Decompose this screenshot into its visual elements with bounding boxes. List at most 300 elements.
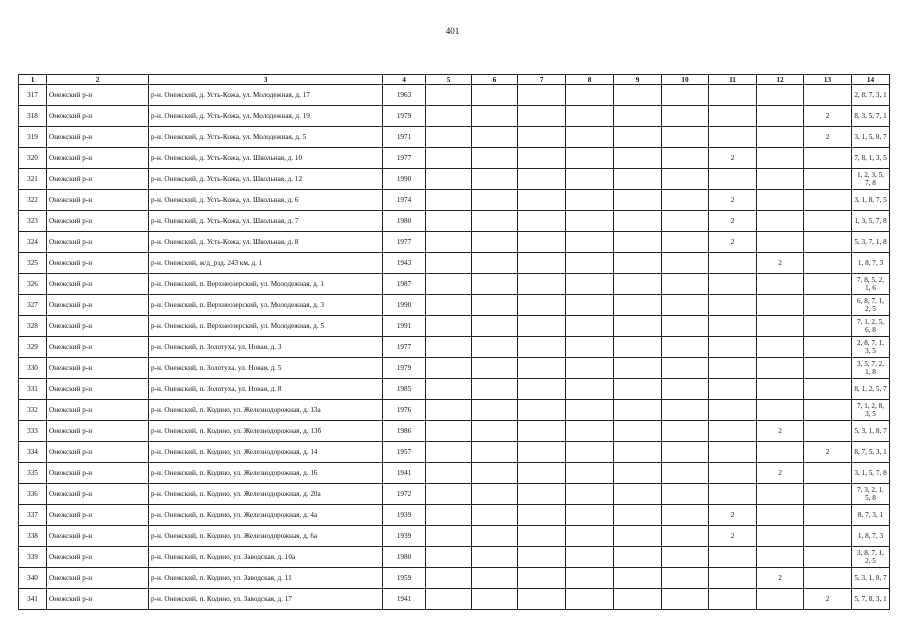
- col9-cell: [614, 148, 662, 169]
- col12-cell: [757, 358, 804, 379]
- col10-cell: [662, 442, 709, 463]
- table-row: [19, 295, 890, 316]
- address-cell: р-н. Онежский, п. Кодино, ул. Железнодорожная, д. 6а: [149, 526, 383, 547]
- col10-cell: [662, 568, 709, 589]
- col11-cell: [709, 442, 757, 463]
- table-row: [19, 127, 890, 148]
- col6-cell: [472, 85, 518, 106]
- row-number-cell: 338: [19, 526, 47, 547]
- codes-cell: 2, 8, 7, 1, 3, 5: [852, 337, 890, 358]
- codes-cell: 3, 1, 8, 7, 5: [852, 190, 890, 211]
- col8-cell: [566, 85, 614, 106]
- table-row: [19, 358, 890, 379]
- column-header: 11: [709, 75, 757, 85]
- row-number-cell: 333: [19, 421, 47, 442]
- col13-cell: [804, 148, 852, 169]
- codes-cell: 5, 7, 8, 3, 1: [852, 589, 890, 610]
- col10-cell: [662, 421, 709, 442]
- table-row: [19, 169, 890, 190]
- row-number-cell: 334: [19, 442, 47, 463]
- col9-cell: [614, 253, 662, 274]
- col9-cell: [614, 211, 662, 232]
- col6-cell: [472, 274, 518, 295]
- col12-cell: 2: [757, 463, 804, 484]
- col5-cell: [426, 484, 472, 505]
- column-header: 4: [383, 75, 426, 85]
- col10-cell: [662, 337, 709, 358]
- col10-cell: [662, 547, 709, 568]
- year-cell: 1957: [383, 442, 426, 463]
- col9-cell: [614, 442, 662, 463]
- district-cell: Онежский р-н: [47, 484, 149, 505]
- year-cell: 1991: [383, 316, 426, 337]
- col6-cell: [472, 589, 518, 610]
- col6-cell: [472, 421, 518, 442]
- codes-cell: 3, 8, 7, 1, 2, 5: [852, 547, 890, 568]
- row-number-cell: 320: [19, 148, 47, 169]
- col6-cell: [472, 316, 518, 337]
- col5-cell: [426, 547, 472, 568]
- district-cell: Онежский р-н: [47, 316, 149, 337]
- row-number-cell: 322: [19, 190, 47, 211]
- year-cell: 1990: [383, 295, 426, 316]
- col9-cell: [614, 190, 662, 211]
- col8-cell: [566, 190, 614, 211]
- address-cell: р-н. Онежский, п. Верхнеозерский, ул. Молодежная, д. 1: [149, 274, 383, 295]
- table-row: [19, 316, 890, 337]
- year-cell: 1986: [383, 421, 426, 442]
- col9-cell: [614, 547, 662, 568]
- year-cell: 1976: [383, 400, 426, 421]
- col8-cell: [566, 505, 614, 526]
- year-cell: 1979: [383, 106, 426, 127]
- col12-cell: [757, 547, 804, 568]
- col13-cell: [804, 253, 852, 274]
- col13-cell: [804, 274, 852, 295]
- address-cell: р-н. Онежский, д. Усть-Кожа, ул. Школьная, д. 6: [149, 190, 383, 211]
- district-cell: Онежский р-н: [47, 547, 149, 568]
- col11-cell: [709, 169, 757, 190]
- table-row: [19, 148, 890, 169]
- codes-cell: 7, 8, 5, 2, 1, 6: [852, 274, 890, 295]
- year-cell: 1977: [383, 148, 426, 169]
- col12-cell: [757, 211, 804, 232]
- table-row: [19, 505, 890, 526]
- address-cell: р-н. Онежский, д. Усть-Кожа, ул. Молодежная, д. 5: [149, 127, 383, 148]
- col12-cell: [757, 484, 804, 505]
- col10-cell: [662, 589, 709, 610]
- col12-cell: [757, 337, 804, 358]
- col11-cell: 2: [709, 505, 757, 526]
- col11-cell: [709, 358, 757, 379]
- row-number-cell: 323: [19, 211, 47, 232]
- year-cell: 1977: [383, 232, 426, 253]
- col6-cell: [472, 505, 518, 526]
- address-cell: р-н. Онежский, п. Золотуха, ул. Новая, д. 8: [149, 379, 383, 400]
- col9-cell: [614, 568, 662, 589]
- col12-cell: [757, 589, 804, 610]
- district-cell: Онежский р-н: [47, 253, 149, 274]
- row-number-cell: 340: [19, 568, 47, 589]
- address-cell: р-н. Онежский, д. Усть-Кожа, ул. Молодежная, д. 17: [149, 85, 383, 106]
- col7-cell: [518, 547, 566, 568]
- address-cell: р-н. Онежский, п. Верхнеозерский, ул. Молодежная, д. 5: [149, 316, 383, 337]
- address-cell: р-н. Онежский, ж/д_рзд. 243 км, д. 1: [149, 253, 383, 274]
- col5-cell: [426, 463, 472, 484]
- table-row: [19, 463, 890, 484]
- col10-cell: [662, 253, 709, 274]
- col13-cell: [804, 463, 852, 484]
- codes-cell: 2, 8, 7, 3, 1: [852, 85, 890, 106]
- col6-cell: [472, 379, 518, 400]
- address-cell: р-н. Онежский, д. Усть-Кожа, ул. Школьная, д. 10: [149, 148, 383, 169]
- col5-cell: [426, 316, 472, 337]
- table-row: [19, 337, 890, 358]
- district-cell: Онежский р-н: [47, 442, 149, 463]
- col6-cell: [472, 211, 518, 232]
- col8-cell: [566, 421, 614, 442]
- col13-cell: 2: [804, 589, 852, 610]
- col5-cell: [426, 232, 472, 253]
- col7-cell: [518, 379, 566, 400]
- codes-cell: 3, 5, 7, 2, 1, 8: [852, 358, 890, 379]
- col10-cell: [662, 232, 709, 253]
- col5-cell: [426, 127, 472, 148]
- col5-cell: [426, 253, 472, 274]
- col7-cell: [518, 169, 566, 190]
- col13-cell: [804, 232, 852, 253]
- table-row: [19, 568, 890, 589]
- col11-cell: [709, 379, 757, 400]
- year-cell: 1985: [383, 379, 426, 400]
- col7-cell: [518, 127, 566, 148]
- year-cell: 1987: [383, 274, 426, 295]
- col9-cell: [614, 463, 662, 484]
- col12-cell: [757, 190, 804, 211]
- column-header: 12: [757, 75, 804, 85]
- codes-cell: 1, 8, 7, 3: [852, 526, 890, 547]
- year-cell: 1939: [383, 526, 426, 547]
- col7-cell: [518, 484, 566, 505]
- col13-cell: [804, 547, 852, 568]
- col7-cell: [518, 85, 566, 106]
- table-row: [19, 484, 890, 505]
- col13-cell: [804, 505, 852, 526]
- codes-cell: 3, 1, 5, 7, 8: [852, 463, 890, 484]
- district-cell: Онежский р-н: [47, 421, 149, 442]
- column-header: 14: [852, 75, 890, 85]
- year-cell: 1943: [383, 253, 426, 274]
- district-cell: Онежский р-н: [47, 148, 149, 169]
- col7-cell: [518, 106, 566, 127]
- year-cell: 1941: [383, 589, 426, 610]
- col12-cell: 2: [757, 253, 804, 274]
- col8-cell: [566, 316, 614, 337]
- col5-cell: [426, 589, 472, 610]
- table-row: [19, 232, 890, 253]
- col7-cell: [518, 463, 566, 484]
- col9-cell: [614, 484, 662, 505]
- col7-cell: [518, 589, 566, 610]
- col11-cell: [709, 589, 757, 610]
- col5-cell: [426, 442, 472, 463]
- col6-cell: [472, 190, 518, 211]
- col13-cell: [804, 169, 852, 190]
- col10-cell: [662, 190, 709, 211]
- col5-cell: [426, 148, 472, 169]
- codes-cell: 8, 3, 5, 7, 1: [852, 106, 890, 127]
- address-cell: р-н. Онежский, п. Кодино, ул. Железнодорожная, д. 13а: [149, 400, 383, 421]
- col5-cell: [426, 106, 472, 127]
- year-cell: 1959: [383, 568, 426, 589]
- col8-cell: [566, 547, 614, 568]
- col13-cell: 2: [804, 442, 852, 463]
- col13-cell: [804, 337, 852, 358]
- col10-cell: [662, 400, 709, 421]
- col7-cell: [518, 274, 566, 295]
- col13-cell: [804, 358, 852, 379]
- address-cell: р-н. Онежский, д. Усть-Кожа, ул. Школьная, д. 12: [149, 169, 383, 190]
- year-cell: 1980: [383, 547, 426, 568]
- year-cell: 1941: [383, 463, 426, 484]
- col9-cell: [614, 232, 662, 253]
- col10-cell: [662, 169, 709, 190]
- col11-cell: 2: [709, 232, 757, 253]
- col7-cell: [518, 421, 566, 442]
- column-header: 10: [662, 75, 709, 85]
- address-cell: р-н. Онежский, п. Кодино, ул. Железнодорожная, д. 20а: [149, 484, 383, 505]
- district-cell: Онежский р-н: [47, 232, 149, 253]
- col9-cell: [614, 421, 662, 442]
- row-number-cell: 330: [19, 358, 47, 379]
- col13-cell: [804, 421, 852, 442]
- row-number-cell: 332: [19, 400, 47, 421]
- col8-cell: [566, 169, 614, 190]
- col10-cell: [662, 106, 709, 127]
- col5-cell: [426, 211, 472, 232]
- district-cell: Онежский р-н: [47, 295, 149, 316]
- col10-cell: [662, 316, 709, 337]
- col12-cell: [757, 85, 804, 106]
- col8-cell: [566, 127, 614, 148]
- district-cell: Онежский р-н: [47, 463, 149, 484]
- column-header: 9: [614, 75, 662, 85]
- col9-cell: [614, 379, 662, 400]
- row-number-cell: 336: [19, 484, 47, 505]
- col5-cell: [426, 526, 472, 547]
- address-cell: р-н. Онежский, п. Верхнеозерский, ул. Молодежная, д. 3: [149, 295, 383, 316]
- col7-cell: [518, 253, 566, 274]
- col6-cell: [472, 127, 518, 148]
- col8-cell: [566, 148, 614, 169]
- col12-cell: [757, 379, 804, 400]
- col10-cell: [662, 211, 709, 232]
- year-cell: 1980: [383, 211, 426, 232]
- codes-cell: 3, 1, 5, 8, 7: [852, 127, 890, 148]
- row-number-cell: 335: [19, 463, 47, 484]
- col11-cell: 2: [709, 190, 757, 211]
- district-cell: Онежский р-н: [47, 589, 149, 610]
- col6-cell: [472, 106, 518, 127]
- col9-cell: [614, 358, 662, 379]
- row-number-cell: 325: [19, 253, 47, 274]
- col11-cell: [709, 295, 757, 316]
- col13-cell: [804, 400, 852, 421]
- col10-cell: [662, 484, 709, 505]
- row-number-cell: 337: [19, 505, 47, 526]
- col5-cell: [426, 190, 472, 211]
- col8-cell: [566, 253, 614, 274]
- row-number-cell: 321: [19, 169, 47, 190]
- col13-cell: [804, 316, 852, 337]
- codes-cell: 6, 8, 7, 1, 2, 5: [852, 295, 890, 316]
- col9-cell: [614, 589, 662, 610]
- col6-cell: [472, 484, 518, 505]
- col8-cell: [566, 526, 614, 547]
- table-row: [19, 589, 890, 610]
- codes-cell: 1, 2, 3, 5, 7, 8: [852, 169, 890, 190]
- col7-cell: [518, 148, 566, 169]
- col10-cell: [662, 148, 709, 169]
- table-row: [19, 274, 890, 295]
- table-row: [19, 547, 890, 568]
- col11-cell: [709, 316, 757, 337]
- codes-cell: 7, 1, 2, 8, 3, 5: [852, 400, 890, 421]
- address-cell: р-н. Онежский, п. Кодино, ул. Железнодорожная, д. 16: [149, 463, 383, 484]
- col7-cell: [518, 442, 566, 463]
- col11-cell: [709, 127, 757, 148]
- col13-cell: [804, 568, 852, 589]
- col10-cell: [662, 379, 709, 400]
- district-cell: Онежский р-н: [47, 190, 149, 211]
- address-cell: р-н. Онежский, п. Кодино, ул. Заводская, д. 11: [149, 568, 383, 589]
- district-cell: Онежский р-н: [47, 169, 149, 190]
- col7-cell: [518, 211, 566, 232]
- address-cell: р-н. Онежский, п. Кодино, ул. Железнодорожная, д. 13б: [149, 421, 383, 442]
- col9-cell: [614, 400, 662, 421]
- col6-cell: [472, 337, 518, 358]
- year-cell: 1974: [383, 190, 426, 211]
- col7-cell: [518, 232, 566, 253]
- row-number-cell: 331: [19, 379, 47, 400]
- col12-cell: [757, 526, 804, 547]
- col10-cell: [662, 85, 709, 106]
- col13-cell: [804, 190, 852, 211]
- col6-cell: [472, 568, 518, 589]
- col10-cell: [662, 127, 709, 148]
- table-row: [19, 190, 890, 211]
- table-row: [19, 400, 890, 421]
- col6-cell: [472, 232, 518, 253]
- col8-cell: [566, 589, 614, 610]
- col5-cell: [426, 358, 472, 379]
- col12-cell: [757, 274, 804, 295]
- codes-cell: 5, 3, 1, 8, 7: [852, 568, 890, 589]
- col6-cell: [472, 253, 518, 274]
- col8-cell: [566, 400, 614, 421]
- col12-cell: [757, 127, 804, 148]
- address-cell: р-н. Онежский, п. Кодино, ул. Заводская, д. 10а: [149, 547, 383, 568]
- col12-cell: [757, 505, 804, 526]
- address-cell: р-н. Онежский, п. Золотуха, ул. Новая, д. 3: [149, 337, 383, 358]
- col8-cell: [566, 568, 614, 589]
- row-number-cell: 327: [19, 295, 47, 316]
- address-cell: р-н. Онежский, д. Усть-Кожа, ул. Молодежная, д. 19: [149, 106, 383, 127]
- col5-cell: [426, 400, 472, 421]
- row-number-cell: 317: [19, 85, 47, 106]
- column-header: 8: [566, 75, 614, 85]
- column-header: 3: [149, 75, 383, 85]
- col9-cell: [614, 526, 662, 547]
- year-cell: 1939: [383, 505, 426, 526]
- row-number-cell: 328: [19, 316, 47, 337]
- codes-cell: 1, 3, 5, 7, 8: [852, 211, 890, 232]
- col13-cell: [804, 526, 852, 547]
- col8-cell: [566, 463, 614, 484]
- district-cell: Онежский р-н: [47, 211, 149, 232]
- header-row: [19, 75, 890, 85]
- col6-cell: [472, 547, 518, 568]
- codes-cell: 1, 8, 7, 3: [852, 253, 890, 274]
- district-cell: Онежский р-н: [47, 106, 149, 127]
- table-row: [19, 211, 890, 232]
- col11-cell: [709, 274, 757, 295]
- table-body: [19, 85, 890, 610]
- col7-cell: [518, 400, 566, 421]
- codes-cell: 7, 1, 2, 5, 6, 8: [852, 316, 890, 337]
- col10-cell: [662, 526, 709, 547]
- district-cell: Онежский р-н: [47, 505, 149, 526]
- col9-cell: [614, 85, 662, 106]
- col6-cell: [472, 526, 518, 547]
- col6-cell: [472, 295, 518, 316]
- row-number-cell: 329: [19, 337, 47, 358]
- codes-cell: 5, 3, 1, 8, 7: [852, 421, 890, 442]
- district-cell: Онежский р-н: [47, 568, 149, 589]
- codes-cell: 8, 1, 2, 5, 7: [852, 379, 890, 400]
- col12-cell: [757, 316, 804, 337]
- col5-cell: [426, 337, 472, 358]
- address-cell: р-н. Онежский, п. Кодино, ул. Заводская, д. 17: [149, 589, 383, 610]
- row-number-cell: 318: [19, 106, 47, 127]
- address-cell: р-н. Онежский, п. Золотуха, ул. Новая, д. 5: [149, 358, 383, 379]
- row-number-cell: 324: [19, 232, 47, 253]
- col10-cell: [662, 274, 709, 295]
- col6-cell: [472, 442, 518, 463]
- col10-cell: [662, 505, 709, 526]
- col6-cell: [472, 169, 518, 190]
- table-row: [19, 253, 890, 274]
- col9-cell: [614, 106, 662, 127]
- col8-cell: [566, 358, 614, 379]
- col9-cell: [614, 169, 662, 190]
- col11-cell: [709, 85, 757, 106]
- col12-cell: [757, 295, 804, 316]
- col12-cell: [757, 148, 804, 169]
- column-header: 5: [426, 75, 472, 85]
- year-cell: 1977: [383, 337, 426, 358]
- table-row: [19, 442, 890, 463]
- col11-cell: 2: [709, 148, 757, 169]
- col10-cell: [662, 358, 709, 379]
- address-cell: р-н. Онежский, п. Кодино, ул. Железнодорожная, д. 4а: [149, 505, 383, 526]
- codes-cell: 8, 7, 5, 3, 1: [852, 442, 890, 463]
- housing-register-table: [18, 74, 890, 610]
- col11-cell: [709, 547, 757, 568]
- col5-cell: [426, 421, 472, 442]
- district-cell: Онежский р-н: [47, 526, 149, 547]
- col7-cell: [518, 316, 566, 337]
